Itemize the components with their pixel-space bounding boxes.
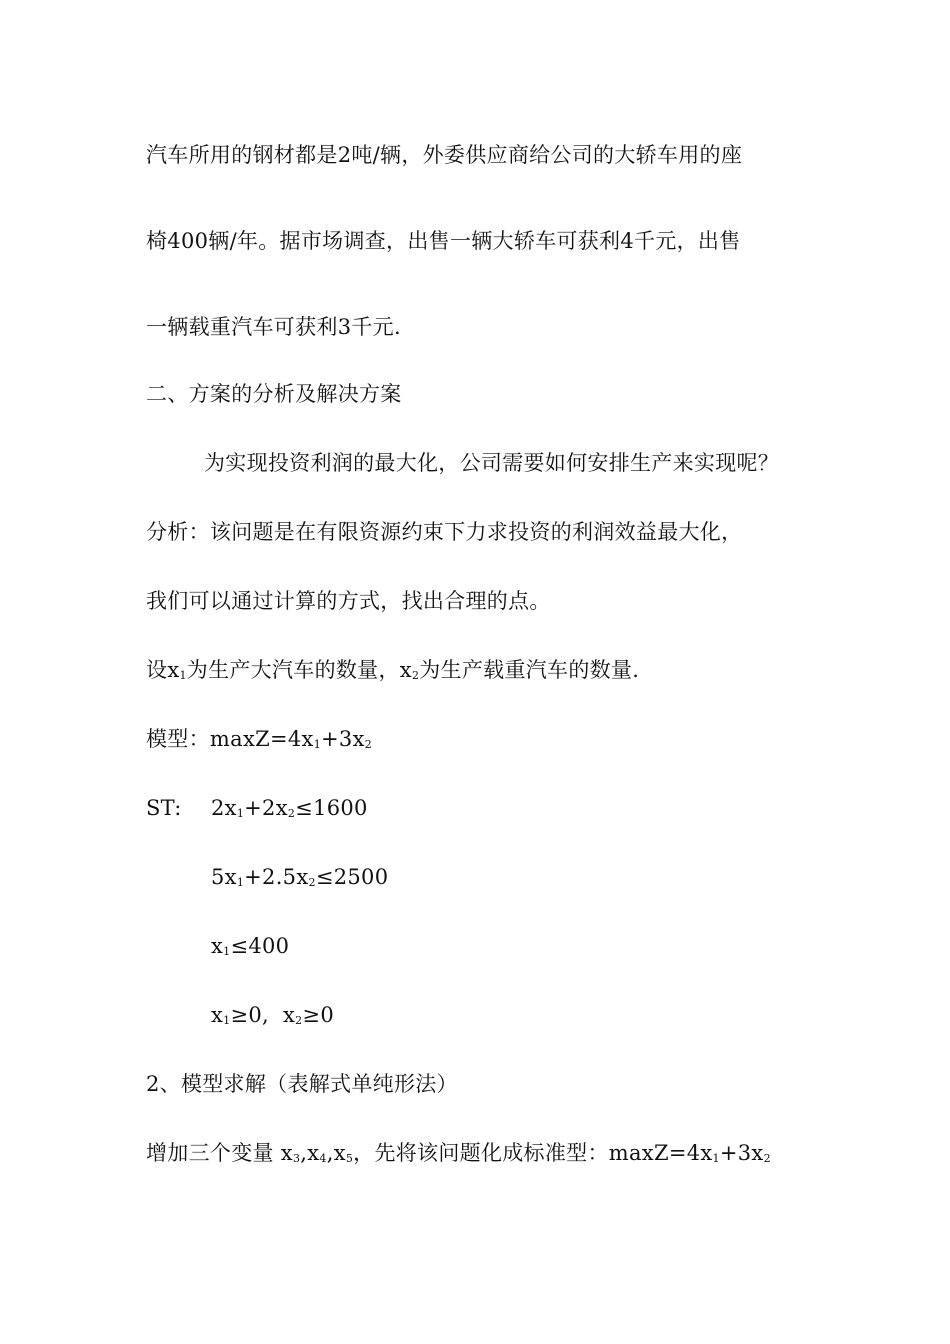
var-x: x — [301, 727, 314, 751]
intro-text: 增加三个变量 — [146, 1141, 281, 1165]
rhs: ≤1600 — [295, 796, 368, 820]
var-subscript: 1 — [179, 669, 187, 682]
objective-prefix: maxZ=4 — [608, 1141, 701, 1165]
var-subscript: 2 — [411, 669, 420, 682]
standard-form-intro-line — [146, 1139, 771, 1167]
var-x: x — [167, 658, 180, 682]
var-subscript: 1 — [712, 1152, 720, 1165]
var-x: x — [296, 865, 309, 889]
rhs: ≤2500 — [315, 865, 389, 889]
paragraph-line-3: 一辆载重汽车可获利3千元. — [146, 315, 401, 339]
var-subscript: 4 — [319, 1152, 327, 1165]
intro-text: ，先将该问题化成标准型： — [353, 1141, 609, 1165]
question-line: 为实现投资利润的最大化，公司需要如何安排生产来实现呢？ — [204, 451, 780, 475]
rhs: ≥0 — [302, 1003, 334, 1027]
var-subscript: 1 — [236, 876, 245, 889]
objective-prefix: maxZ=4 — [209, 727, 302, 751]
def-text-1: 为生产大汽车的数量， — [186, 658, 400, 682]
var-x: x — [275, 796, 288, 820]
comma: , — [326, 1141, 334, 1165]
coef: 5 — [211, 865, 225, 889]
rhs: ≤400 — [230, 934, 290, 958]
model-label: 模型： — [146, 727, 210, 751]
constraint-line-3 — [211, 932, 289, 960]
constraint-line-4 — [211, 1001, 334, 1029]
coef: +2 — [244, 796, 276, 820]
var-x: x — [307, 1141, 320, 1165]
constraint-line-1 — [146, 794, 368, 822]
paragraph-line-1: 汽车所用的钢材都是2吨/辆，外委供应商给公司的大轿车用的座 — [146, 143, 743, 167]
var-x: x — [211, 1003, 224, 1027]
var-x: x — [333, 1141, 346, 1165]
var-subscript: 2 — [287, 807, 296, 820]
var-subscript: 2 — [763, 1152, 771, 1165]
objective-plus: +3 — [321, 727, 353, 751]
comma: , — [300, 1141, 308, 1165]
paragraph-line-2: 椅400辆/年。据市场调查，出售一辆大轿车可获利4千元，出售 — [146, 229, 741, 253]
var-subscript: 1 — [236, 807, 245, 820]
set-text: 设 — [146, 658, 168, 682]
section-heading-2: 二、方案的分析及解决方案 — [146, 382, 402, 406]
var-x: x — [751, 1141, 764, 1165]
section-heading-model-solve: 2、模型求解（表解式单纯形法） — [146, 1072, 458, 1096]
var-x: x — [700, 1141, 713, 1165]
def-text-2: 为生产载重汽车的数量. — [419, 658, 640, 682]
var-x: x — [211, 934, 224, 958]
coef: +2.5 — [244, 865, 297, 889]
var-subscript: 1 — [223, 945, 231, 958]
var-subscript: 3 — [292, 1152, 301, 1165]
var-subscript: 1 — [313, 738, 321, 751]
variable-definition-line — [146, 656, 639, 684]
rhs: ≥0, — [230, 1003, 283, 1027]
var-subscript: 5 — [345, 1152, 354, 1165]
coef: 2 — [211, 796, 225, 820]
objective-plus: +3 — [719, 1141, 752, 1165]
var-subscript: 1 — [223, 1014, 231, 1027]
model-objective-line — [146, 725, 372, 753]
var-x: x — [224, 865, 237, 889]
var-subscript: 2 — [364, 738, 373, 751]
var-subscript: 2 — [295, 1014, 303, 1027]
var-x: x — [224, 796, 237, 820]
var-x: x — [280, 1141, 293, 1165]
st-label: ST: — [146, 796, 182, 820]
var-x: x — [399, 658, 412, 682]
var-x: x — [352, 727, 365, 751]
analysis-line-2: 我们可以通过计算的方式，找出合理的点。 — [146, 589, 551, 613]
var-x: x — [282, 1003, 296, 1027]
constraint-line-2 — [211, 863, 388, 891]
var-subscript: 2 — [308, 876, 316, 889]
analysis-line-1: 分析：该问题是在有限资源约束下力求投资的利润效益最大化， — [146, 520, 743, 544]
